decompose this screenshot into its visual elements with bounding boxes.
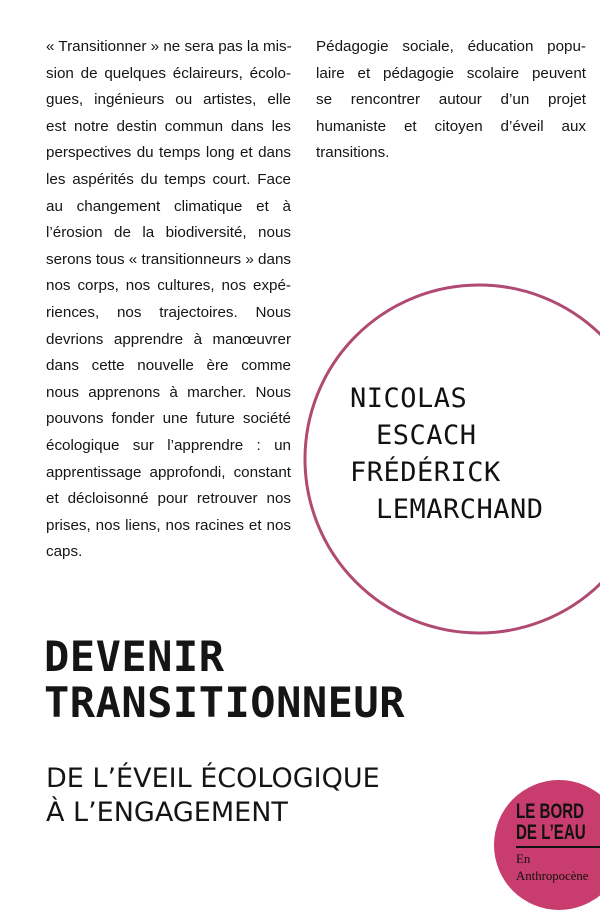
text-line: écologique sur l’apprendre : un [46, 436, 291, 454]
publisher-name-line-1: LE BORD [516, 800, 585, 823]
text-line: les aspérités du temps court. Face [46, 170, 291, 188]
authors [350, 380, 544, 528]
collection-line-1: En [516, 852, 531, 866]
text-line: dans cette nouvelle ère comme [46, 357, 291, 375]
author-last-name-1: ESCACH [376, 420, 477, 451]
text-line: est notre destin commun dans les [46, 117, 291, 135]
text-line: prises, nos liens, nos racines et nos [46, 516, 291, 534]
logo-divider [516, 846, 600, 848]
subtitle-line-2: À L’ENGAGEMENT [46, 797, 288, 828]
text-line: Pédagogie sociale, éducation popu- [316, 38, 586, 55]
text-line: se rencontrer autour d’un projet [316, 91, 586, 109]
text-line: et décloisonné pour retrouver nos [46, 490, 291, 508]
text-line: pouvons fonder une future société [46, 410, 291, 428]
author-first-name-1: NICOLAS [350, 383, 468, 414]
text-line: « Transitionner » ne sera pas la mis- [46, 38, 292, 55]
text-line: au changement climatique et à [46, 197, 291, 215]
book-subtitle [46, 762, 380, 830]
text-line: humaniste et citoyen d’éveil aux [316, 117, 586, 135]
author-first-name-2: FRÉDÉRICK [350, 457, 501, 488]
text-line: nous apprenons à marcher. Nous [46, 383, 291, 401]
title-line-2: TRANSITIONNEUR [44, 678, 406, 727]
text-line: transitions. [316, 144, 390, 162]
subtitle-line-1: DE L’ÉVEIL ÉCOLOGIQUE [46, 763, 380, 794]
text-line: devrions apprendre à manœuvrer [46, 330, 291, 348]
publisher-name [516, 801, 586, 843]
text-line: gues, ingénieurs ou artistes, elle [46, 91, 291, 109]
text-line: serons tous « transitionneurs » dans [46, 250, 291, 268]
text-line: sion de quelques éclaireurs, écolo- [46, 64, 291, 82]
back-text-left [46, 34, 291, 566]
title-line-1: DEVENIR [44, 632, 225, 681]
text-line: caps. [46, 543, 83, 561]
back-text-right [316, 34, 586, 167]
collection-name [516, 851, 589, 885]
author-last-name-2: LEMARCHAND [376, 494, 544, 525]
text-line: l’érosion de la biodiversité, nous [46, 224, 291, 242]
text-line: perspectives du temps long et dans [46, 144, 291, 162]
text-line: apprentissage approfondi, constant [46, 463, 291, 481]
text-line: laire et pédagogie scolaire peuvent [316, 64, 586, 82]
publisher-logo [494, 780, 600, 910]
text-line: riences, nos trajectoires. Nous [46, 303, 291, 321]
collection-line-2: Anthropocène [516, 869, 589, 883]
publisher-name-line-2: DE L’EAU [516, 821, 586, 844]
book-title [44, 634, 405, 726]
text-line: nos corps, nos cultures, nos expé- [46, 277, 291, 295]
